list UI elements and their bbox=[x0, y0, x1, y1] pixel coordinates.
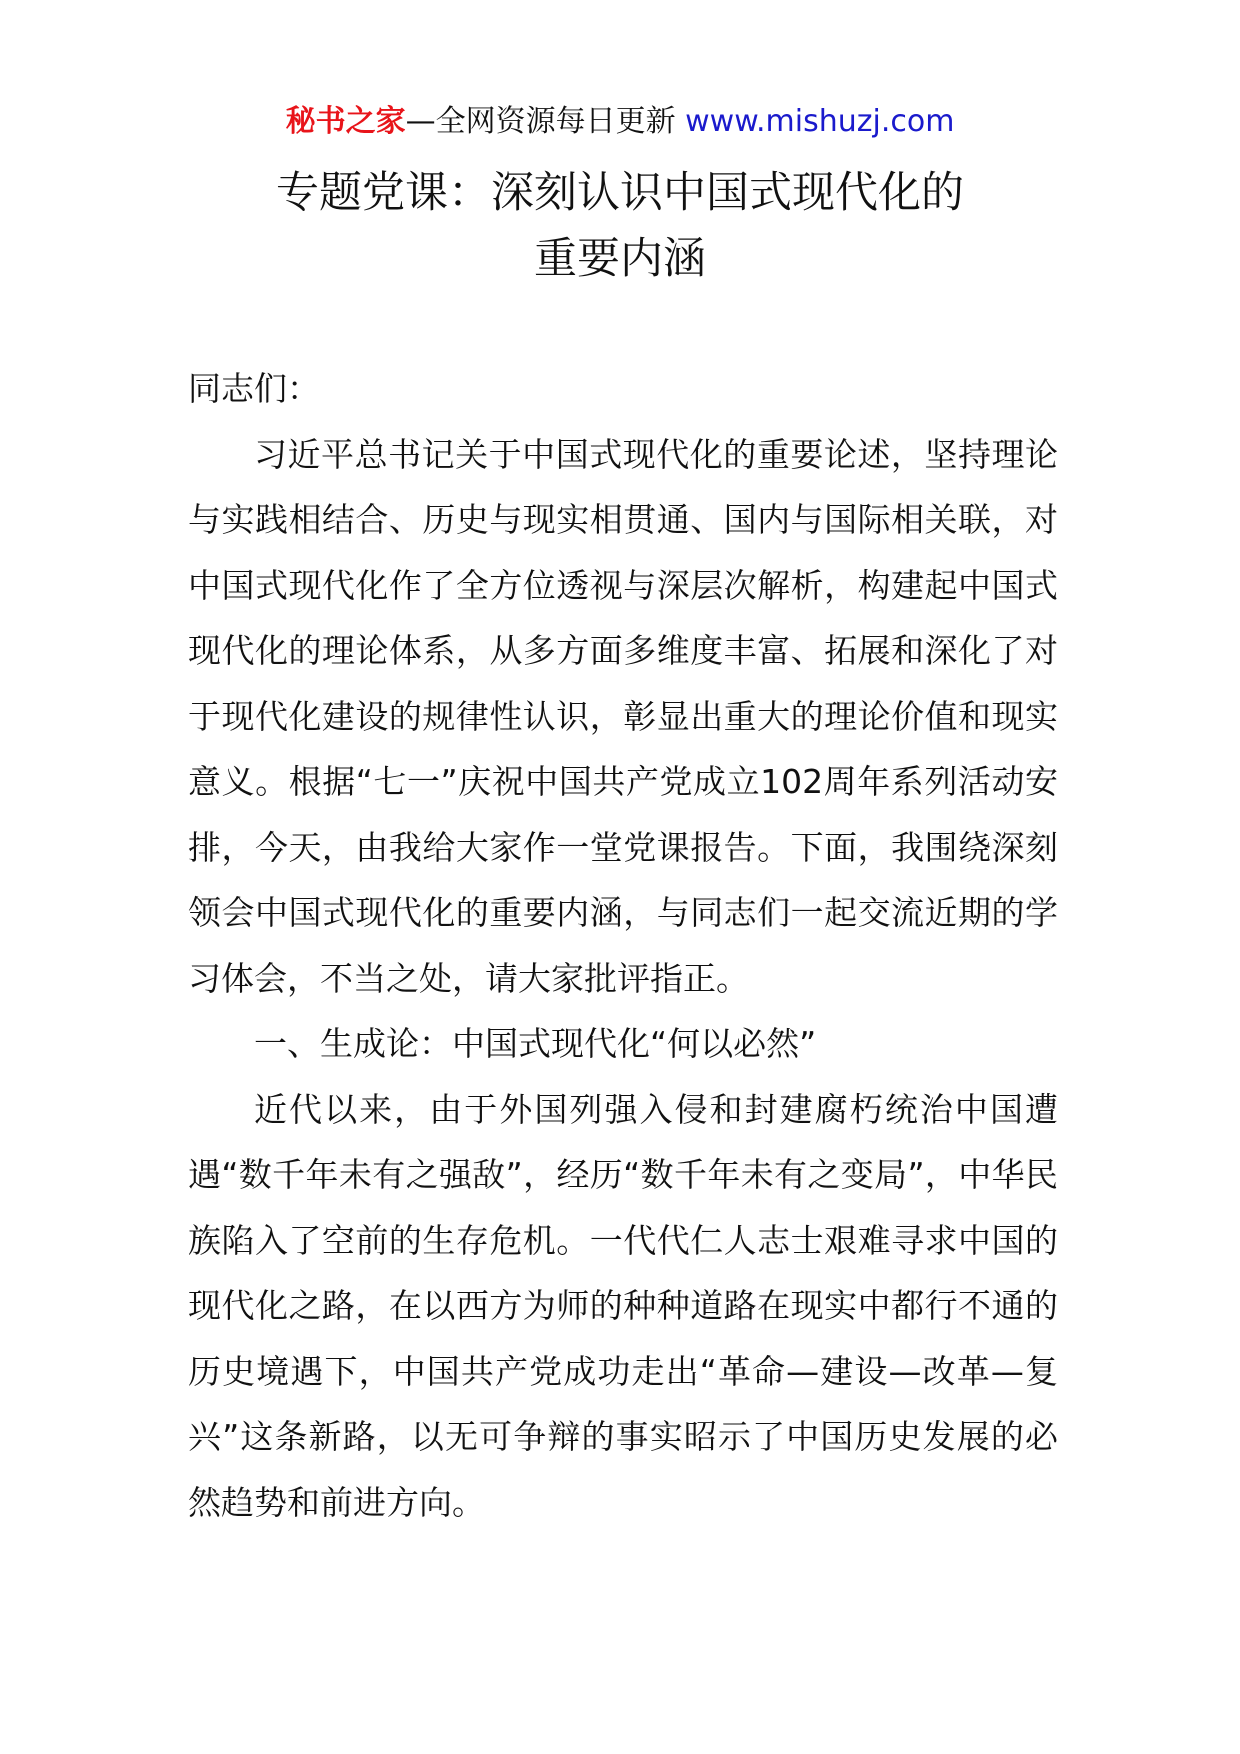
body-paragraph: 习近平总书记关于中国式现代化的重要论述，坚持理论与实践相结合、历史与现实相贯通、国内与国际相关联，对中国式现代化作了全方位透视与深层次解析，构建起中国式现代化的理论体系，从多方面多维度丰富、拓展和深化了对于现代化建设的规律性认识，彰显出重大的理论价值和现实意义。根据“七一”庆祝中国共产党成立102周年系列活动安排，今天，由我给大家作一堂党课报告。下面，我围绕深刻领会中国式现代化的重要内涵，与同志们一起交流近期的学习体会，不当之处，请大家批评指正。 bbox=[188, 434, 1058, 998]
salutation: 同志们： bbox=[188, 369, 320, 408]
title-line-2: 重要内涵 bbox=[534, 234, 706, 284]
body-paragraph: 近代以来，由于外国列强入侵和封建腐朽统治中国遭遇“数千年未有之强敌”，经历“数千年未有之变局”，中华民族陷入了空前的生存危机。一代代仁人志士艰难寻求中国的现代化之路，在以西方为师的种种道路在现实中都行不通的历史境遇下，中国共产党成功走出“革命—建设—改革—复兴”这条新路，以无可争辩的事实昭示了中国历史发展的必然趋势和前进方向。 bbox=[188, 1089, 1058, 1522]
section-heading: 一、生成论：中国式现代化“何以必然” bbox=[254, 1024, 817, 1063]
title-line-1: 专题党课：深刻认识中国式现代化的 bbox=[276, 168, 964, 218]
document-body bbox=[188, 356, 1058, 1535]
document-title bbox=[0, 160, 1240, 292]
brand-name: 秘书之家 bbox=[285, 104, 406, 139]
banner-tagline: —全网资源每日更新 bbox=[405, 104, 686, 139]
site-url-link[interactable]: www.mishuzj.com bbox=[685, 104, 955, 139]
site-banner bbox=[0, 100, 1240, 144]
